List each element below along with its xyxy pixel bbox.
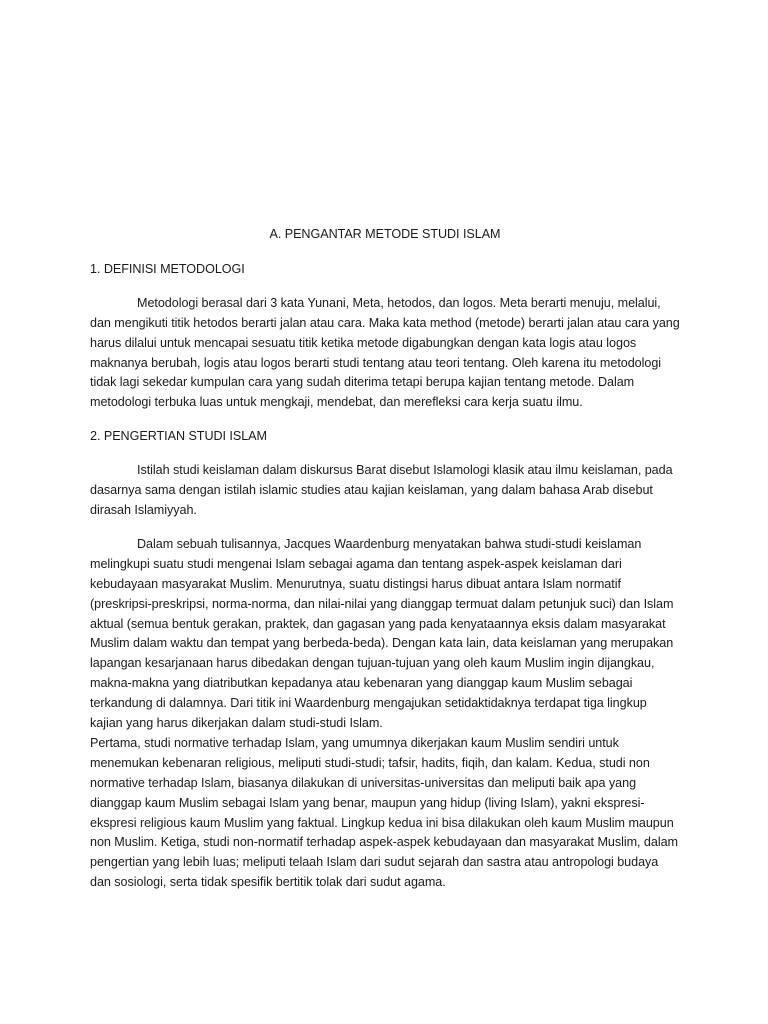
paragraph-definisi-metodologi: Metodologi berasal dari 3 kata Yunani, Meta, hetodos, dan logos. Meta berarti menuju, melalui, dan mengikuti titik hetodos berarti jalan atau cara. Maka kata method (metode) berarti jalan atau cara yang harus dilalui untuk mencapai sesuatu titik ketika metode digabungkan dengan kata logis atau logos maknanya berubah, logis atau logos berarti studi tentang atau teori tentang. Oleh karena itu metodologi tidak lagi sekedar kumpulan cara yang sudah diterima tetapi berupa kajian tentang metode. Dalam metodologi terbuka luas untuk mengkaji, mendebat, dan merefleksi cara kerja suatu ilmu. bbox=[90, 295, 680, 410]
section-heading-definisi: 1. DEFINISI METODOLOGI bbox=[90, 261, 245, 276]
paragraph-waardenburg: Dalam sebuah tulisannya, Jacques Waardenburg menyatakan bahwa studi-studi keislaman melingkupi suatu studi mengenai Islam sebagai agama dan tentang aspek-aspek keislaman dari kebudayaan masyarakat Muslim. Menurutnya, suatu distingsi harus dibuat antara Islam normatif (preskripsi-preskripsi, norma-norma, dan nilai-nilai yang dianggap termuat dalam petunjuk suci) dan Islam aktual (semua bentuk gerakan, praktek, dan gagasan yang pada kenyataannya eksis dalam masyarakat Muslim dalam waktu dan tempat yang berbeda-beda). Dengan kata lain, data keislaman yang merupakan lapangan kesarjanaan harus dibedakan dengan tujuan-tujuan yang oleh kaum Muslim ingin dijangkau, makna-makna yang diatributkan kepadanya atau kebenaran yang dianggap kaum Muslim sebagai terkandung di dalamnya. Dari titik ini Waardenburg mengajukan setidaktidaknya terdapat tiga lingkup kajian yang harus dikerjakan dalam studi-studi Islam. bbox=[90, 536, 674, 731]
document-title: A. PENGANTAR METODE STUDI ISLAM bbox=[269, 227, 501, 241]
paragraph-lingkup-kajian: Pertama, studi normative terhadap Islam, yang umumnya dikerjakan kaum Muslim sendiri untuk menemukan kebenaran religious, meliputi studi-studi; tafsir, hadits, fiqih, dan kalam. Kedua, studi non normative terhadap Islam, biasanya dilakukan di universitas-universitas dan meliputi baik apa yang dianggap kaum Muslim sebagai Islam yang benar, maupun yang hidup (living Islam), yakni ekspresi-ekspresi religious kaum Muslim yang faktual. Lingkup kedua ini bisa dilakukan oleh kaum Muslim maupun non Muslim. Ketiga, studi non-normatif terhadap aspek-aspek kebudayaan dan masyarakat Muslim, dalam pengertian yang lebih luas; meliputi telaah Islam dari sudut sejarah dan sastra atau antropologi budaya dan sosiologi, serta tidak spesifik bertitik tolak dari sudut agama. bbox=[90, 735, 678, 890]
section-heading-pengertian: 2. PENGERTIAN STUDI ISLAM bbox=[90, 429, 267, 444]
document-page bbox=[90, 225, 680, 907]
paragraph-istilah-studi: Istilah studi keislaman dalam diskursus Barat disebut Islamologi klasik atau ilmu keislaman, pada dasarnya sama dengan istilah islamic studies atau kajian keislaman, yang dalam bahasa Arab disebut dirasah Islamiyyah. bbox=[90, 463, 673, 517]
